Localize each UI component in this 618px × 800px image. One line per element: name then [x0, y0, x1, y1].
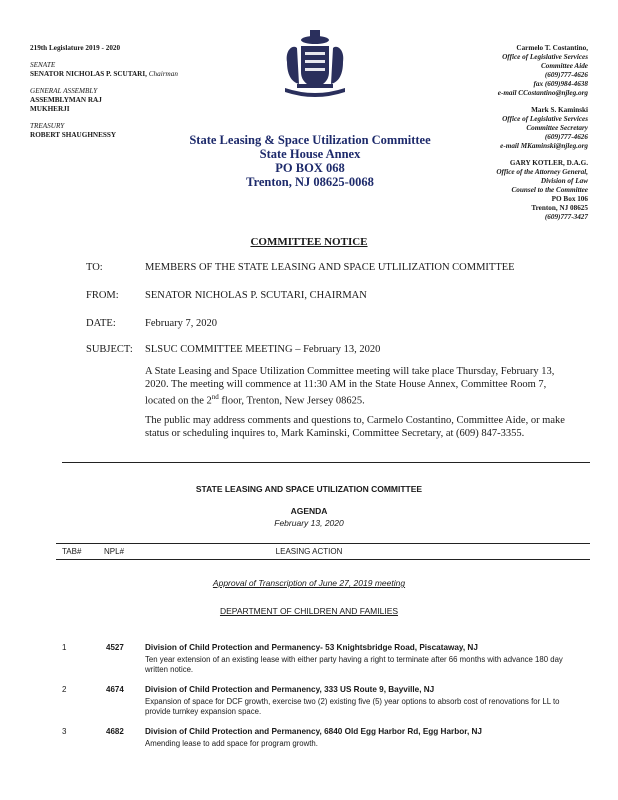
legislature-block	[30, 44, 180, 140]
date-value: February 7, 2020	[145, 318, 218, 329]
agenda-title: AGENDA	[290, 506, 328, 516]
committee-name: State Leasing & Space Utilization Committee	[189, 133, 431, 147]
approval-item: Approval of Transcription of June 27, 2019 meeting	[212, 578, 406, 588]
treasury-label: TREASURY	[30, 122, 65, 130]
table-header-top-rule	[56, 543, 590, 544]
aide-email[interactable]: e-mail CCostantino@njleg.org	[497, 89, 588, 97]
city-zip: Trenton, NJ 08625-0068	[246, 175, 374, 189]
counsel-phone: (609)777-3427	[544, 213, 588, 221]
aide-office: Office of Legislative Services	[502, 53, 588, 61]
assembly-label: GENERAL ASSEMBLY	[30, 87, 98, 95]
legislature-session: 219th Legislature 2019 - 2020	[30, 44, 121, 52]
row-1-tab: 1	[62, 643, 67, 652]
row-1-description: Ten year extension of an existing lease with either party having a right to terminate after 66 months with advance 180 day written notice.	[145, 655, 563, 674]
row-3-npl: 4682	[106, 727, 124, 736]
aide-fax: fax (609)984-4638	[533, 80, 588, 88]
secretary-role: Committee Secretary	[526, 124, 588, 132]
counsel-division: Division of Law	[540, 177, 588, 185]
column-leasing-action: LEASING ACTION	[275, 547, 343, 556]
treasury-member: ROBERT SHAUGHNESSY	[30, 131, 117, 139]
counsel-po-box: PO Box 106	[551, 195, 588, 203]
row-1-npl: 4527	[106, 643, 124, 652]
row-2-title: Division of Child Protection and Permanency, 333 US Route 9, Bayville, NJ	[145, 685, 435, 694]
date-label: DATE:	[86, 318, 116, 329]
assembly-member-line1: ASSEMBLYMAN RAJ	[30, 96, 102, 104]
counsel-role: Counsel to the Committee	[511, 186, 588, 194]
row-3-title: Division of Child Protection and Permanency, 6840 Old Egg Harbor Rd, Egg Harbor, NJ	[145, 727, 482, 736]
counsel-office: Office of the Attorney General,	[496, 168, 588, 176]
department-heading: DEPARTMENT OF CHILDREN AND FAMILIES	[219, 606, 399, 616]
aide-phone: (609)777-4626	[544, 71, 588, 79]
senate-member: SENATOR NICHOLAS P. SCUTARI, Chairman	[30, 70, 178, 78]
section-divider	[62, 462, 590, 463]
to-label: TO:	[86, 262, 103, 273]
po-box: PO BOX 068	[275, 161, 345, 175]
row-2-npl: 4674	[106, 685, 124, 694]
assembly-member-line2: MUKHERJI	[30, 105, 70, 113]
subject-value: SLSUC COMMITTEE MEETING – February 13, 2020	[145, 344, 381, 355]
building-name: State House Annex	[259, 147, 361, 161]
table-header-bottom-rule	[56, 559, 590, 560]
counsel-city: Trenton, NJ 08625	[531, 204, 588, 212]
column-npl: NPL#	[104, 547, 125, 556]
row-1-title: Division of Child Protection and Permanency- 53 Knightsbridge Road, Piscataway, NJ	[145, 643, 478, 652]
column-tab: TAB#	[62, 547, 82, 556]
secretary-name: Mark S. Kaminski	[531, 106, 588, 114]
contact-paragraph: The public may address comments and questions to, Carmelo Costantino, Committee Aide, or make status or scheduling inquires to, Mark Kaminski, Committee Secretary, at (609) 847-3355.	[145, 415, 565, 439]
agenda-date: February 13, 2020	[274, 518, 344, 528]
from-label: FROM:	[86, 290, 119, 301]
notice-title: COMMITTEE NOTICE	[250, 236, 368, 248]
row-2-description: Expansion of space for DCF growth, exercise two (2) existing five (5) year options to absorb cost of renovations for LL to provide turnkey expansion space.	[145, 697, 560, 716]
counsel-name: GARY KOTLER, D.A.G.	[509, 159, 588, 167]
meeting-paragraph: A State Leasing and Space Utilization Committee meeting will take place Thursday, February 13, 2020. The meeting will commence at 11:30 AM in the State House Annex, Committee Room 7, located on the 2nd floor, Trenton, New Jersey 08625.	[145, 366, 555, 407]
subject-label: SUBJECT:	[86, 344, 133, 355]
row-3-tab: 3	[62, 727, 67, 736]
senate-label: SENATE	[30, 61, 56, 69]
committee-address-header	[150, 133, 470, 189]
agenda-committee-title: STATE LEASING AND SPACE UTILIZATION COMMITTEE	[195, 484, 423, 494]
secretary-email[interactable]: e-mail MKaminski@njleg.org	[500, 142, 588, 150]
secretary-phone: (609)777-4626	[544, 133, 588, 141]
from-value: SENATOR NICHOLAS P. SCUTARI, CHAIRMAN	[145, 290, 367, 301]
secretary-office: Office of Legislative Services	[502, 115, 588, 123]
aide-name: Carmelo T. Costantino,	[516, 44, 588, 52]
row-2-tab: 2	[62, 685, 67, 694]
row-3-description: Amending lease to add space for program growth.	[145, 739, 318, 748]
nj-state-seal-icon	[281, 28, 349, 100]
to-value: MEMBERS OF THE STATE LEASING AND SPACE UTLILIZATION COMMITTEE	[145, 262, 515, 273]
aide-role: Committee Aide	[540, 62, 588, 70]
